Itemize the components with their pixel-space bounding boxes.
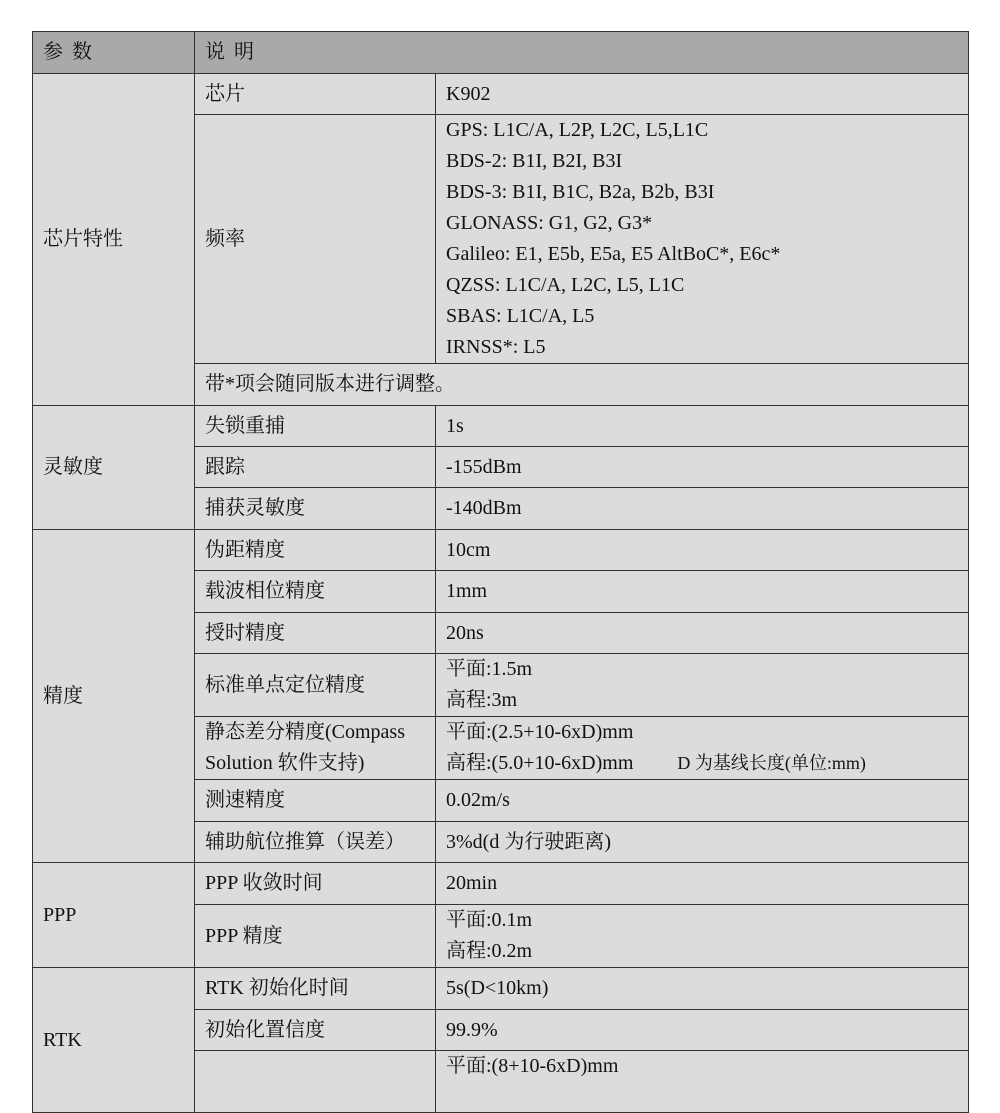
row-value: 99.9% (436, 1010, 969, 1051)
row-value: 20min (436, 863, 969, 905)
value-line: 平面:(8+10-6xD)mm (446, 1055, 619, 1077)
row-value: -140dBm (436, 488, 969, 530)
row-label: 芯片 (195, 74, 436, 115)
row-label: 初始化置信度 (195, 1010, 436, 1051)
row-value: K902 (436, 74, 969, 115)
frequency-list (436, 115, 969, 364)
row-label: RTK 初始化时间 (195, 968, 436, 1010)
row-label: PPP 收敛时间 (195, 863, 436, 905)
table-row (33, 406, 969, 447)
frequency-item: GPS: L1C/A, L2P, L2C, L5,L1C (446, 119, 709, 141)
row-value: 20ns (436, 613, 969, 654)
row-value: 1s (436, 406, 969, 447)
row-label: 捕获灵敏度 (195, 488, 436, 530)
frequency-item: BDS-2: B1I, B2I, B3I (446, 150, 623, 172)
group-sensitivity: 灵敏度 (33, 406, 195, 530)
group-accuracy: 精度 (33, 530, 195, 863)
value-line: 平面:(2.5+10-6xD)mm (446, 721, 634, 743)
row-value (436, 1051, 969, 1113)
row-label: PPP 精度 (195, 905, 436, 968)
value-line: 高程:0.2m (446, 940, 533, 962)
frequency-item: QZSS: L1C/A, L2C, L5, L1C (446, 274, 685, 296)
row-value: 5s(D<10km) (436, 968, 969, 1010)
frequency-item: Galileo: E1, E5b, E5a, E5 AltBoC*, E6c* (446, 243, 781, 265)
row-value (436, 717, 969, 780)
row-value (436, 654, 969, 717)
group-rtk: RTK (33, 968, 195, 1113)
header-row (33, 32, 969, 74)
row-label: 跟踪 (195, 447, 436, 488)
row-value: 0.02m/s (436, 780, 969, 822)
value-line: 平面:0.1m (446, 909, 533, 931)
row-label: 标准单点定位精度 (195, 654, 436, 717)
header-param: 参 数 (33, 32, 195, 74)
frequency-item: SBAS: L1C/A, L5 (446, 305, 595, 327)
row-label: 测速精度 (195, 780, 436, 822)
version-note: 带*项会随同版本进行调整。 (195, 364, 969, 406)
row-label: 辅助航位推算（误差） (195, 822, 436, 863)
table-row (33, 74, 969, 115)
row-value: -155dBm (436, 447, 969, 488)
spec-table (32, 31, 969, 1113)
row-label: 授时精度 (195, 613, 436, 654)
row-label: 伪距精度 (195, 530, 436, 571)
row-label: 载波相位精度 (195, 571, 436, 613)
row-value (436, 905, 969, 968)
label-line: 静态差分精度(Compass (205, 721, 405, 743)
value-line (446, 748, 958, 779)
value-line: 平面:1.5m (446, 658, 533, 680)
value-line: 高程:3m (446, 689, 518, 711)
table-row (33, 530, 969, 571)
row-value: 3%d(d 为行驶距离) (436, 822, 969, 863)
header-desc: 说 明 (195, 32, 969, 74)
group-chip: 芯片特性 (33, 74, 195, 406)
group-ppp: PPP (33, 863, 195, 968)
row-label (195, 717, 436, 780)
frequency-item: GLONASS: G1, G2, G3* (446, 212, 653, 234)
row-value: 1mm (436, 571, 969, 613)
value-text: 高程:(5.0+10-6xD)mm (446, 752, 634, 774)
row-value: 10cm (436, 530, 969, 571)
table-row (33, 863, 969, 905)
table-row (33, 968, 969, 1010)
row-label (195, 1051, 436, 1113)
frequency-item: IRNSS*: L5 (446, 336, 546, 358)
row-label: 频率 (195, 115, 436, 364)
baseline-note: D 为基线长度(单位:mm) (677, 753, 866, 773)
row-label: 失锁重捕 (195, 406, 436, 447)
label-line: Solution 软件支持) (205, 752, 365, 774)
frequency-item: BDS-3: B1I, B1C, B2a, B2b, B3I (446, 181, 715, 203)
